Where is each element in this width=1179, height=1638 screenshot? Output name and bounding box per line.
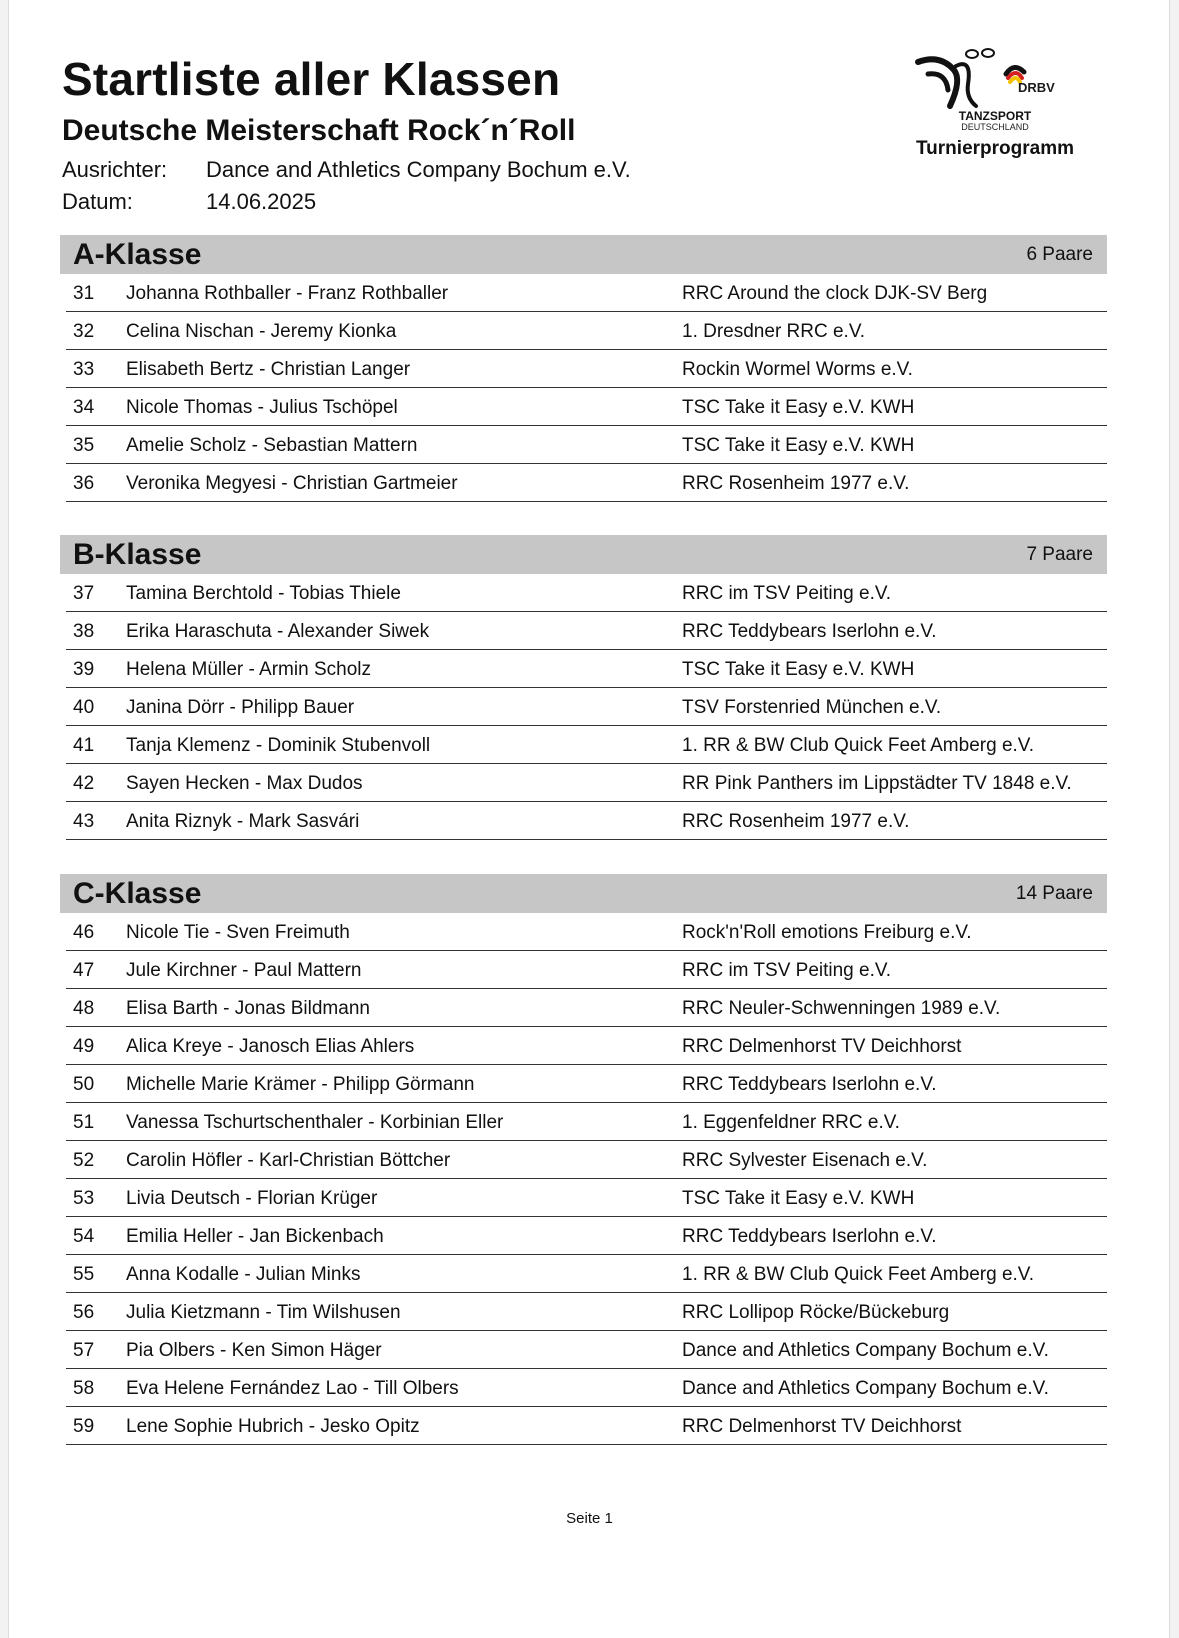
club-name: RRC Teddybears Iserlohn e.V. xyxy=(682,1074,937,1095)
section-count: 14 Paare xyxy=(1015,883,1093,904)
organizer-value: Dance and Athletics Company Bochum e.V. xyxy=(206,157,631,182)
start-number: 46 xyxy=(73,922,95,943)
start-number: 31 xyxy=(73,283,95,304)
couple-names: Amelie Scholz - Sebastian Mattern xyxy=(126,435,418,456)
section-c-klasse xyxy=(60,874,1107,1445)
club-name: RRC Teddybears Iserlohn e.V. xyxy=(682,1226,937,1247)
start-number: 39 xyxy=(73,659,95,680)
couple-names: Elisa Barth - Jonas Bildmann xyxy=(126,998,370,1019)
start-number: 32 xyxy=(73,321,95,342)
club-name: TSC Take it Easy e.V. KWH xyxy=(682,397,915,418)
couple-names: Elisabeth Bertz - Christian Langer xyxy=(126,359,411,380)
table-row xyxy=(66,1065,1107,1103)
club-name: RRC Around the clock DJK-SV Berg xyxy=(682,283,988,304)
club-name: RRC Teddybears Iserlohn e.V. xyxy=(682,621,937,642)
table-row xyxy=(66,274,1107,312)
table-row xyxy=(66,913,1107,951)
table-row xyxy=(66,1179,1107,1217)
table-row xyxy=(66,726,1107,764)
start-number: 52 xyxy=(73,1150,95,1171)
couple-names: Pia Olbers - Ken Simon Häger xyxy=(126,1340,382,1361)
logo-caption: Turnierprogramm xyxy=(915,138,1074,159)
section-header xyxy=(60,874,1107,913)
table-row xyxy=(66,1217,1107,1255)
table-row xyxy=(66,1255,1107,1293)
start-number: 36 xyxy=(73,473,95,494)
table-row xyxy=(66,1293,1107,1331)
start-number: 47 xyxy=(73,960,95,981)
club-name: RRC Lollipop Röcke/Bückeburg xyxy=(682,1302,950,1323)
club-name: RRC Neuler-Schwenningen 1989 e.V. xyxy=(682,998,1001,1019)
section-count: 6 Paare xyxy=(1026,244,1093,265)
table-row xyxy=(66,764,1107,802)
club-name: Dance and Athletics Company Bochum e.V. xyxy=(682,1340,1049,1361)
club-name: 1. Eggenfeldner RRC e.V. xyxy=(682,1112,900,1133)
couple-names: Julia Kietzmann - Tim Wilshusen xyxy=(126,1302,401,1323)
club-name: 1. RR & BW Club Quick Feet Amberg e.V. xyxy=(682,1264,1034,1285)
club-name: Rockin Wormel Worms e.V. xyxy=(682,359,913,380)
start-number: 43 xyxy=(73,811,95,832)
couple-names: Johanna Rothballer - Franz Rothballer xyxy=(126,283,449,304)
club-name: Rock'n'Roll emotions Freiburg e.V. xyxy=(682,922,972,943)
table-row xyxy=(66,612,1107,650)
section-b-klasse xyxy=(60,535,1107,840)
club-name: RRC Delmenhorst TV Deichhorst xyxy=(682,1036,962,1057)
couple-names: Tamina Berchtold - Tobias Thiele xyxy=(126,583,401,604)
section-header xyxy=(60,535,1107,574)
start-number: 40 xyxy=(73,697,95,718)
table-row xyxy=(66,802,1107,840)
section-header xyxy=(60,235,1107,274)
table-row xyxy=(66,350,1107,388)
start-number: 53 xyxy=(73,1188,95,1209)
couple-names: Carolin Höfler - Karl-Christian Böttcher xyxy=(126,1150,451,1171)
table-row xyxy=(66,1331,1107,1369)
table-row xyxy=(66,1407,1107,1445)
start-number: 54 xyxy=(73,1226,95,1247)
logo-tanzsport-text: TANZSPORT xyxy=(958,109,1032,123)
table-row xyxy=(66,989,1107,1027)
couple-names: Emilia Heller - Jan Bickenbach xyxy=(126,1226,384,1247)
couple-names: Michelle Marie Krämer - Philipp Görmann xyxy=(126,1074,475,1095)
start-number: 56 xyxy=(73,1302,95,1323)
section-title: A-Klasse xyxy=(73,238,202,271)
table-row xyxy=(66,688,1107,726)
page-title: Startliste aller Klassen xyxy=(62,53,561,105)
couple-names: Nicole Tie - Sven Freimuth xyxy=(126,922,350,943)
couple-names: Nicole Thomas - Julius Tschöpel xyxy=(126,397,398,418)
couple-names: Vanessa Tschurtschenthaler - Korbinian Eller xyxy=(126,1112,504,1133)
start-number: 51 xyxy=(73,1112,95,1133)
page-number: Seite 1 xyxy=(566,1510,613,1527)
couple-names: Sayen Hecken - Max Dudos xyxy=(126,773,363,794)
couple-names: Tanja Klemenz - Dominik Stubenvoll xyxy=(126,735,431,756)
date-label: Datum: xyxy=(62,189,133,214)
couple-names: Anna Kodalle - Julian Minks xyxy=(126,1264,361,1285)
table-row xyxy=(66,650,1107,688)
table-row xyxy=(66,464,1107,502)
section-title: C-Klasse xyxy=(73,877,202,910)
date-value: 14.06.2025 xyxy=(206,189,317,214)
club-name: TSC Take it Easy e.V. KWH xyxy=(682,435,915,456)
start-number: 37 xyxy=(73,583,95,604)
club-name: 1. RR & BW Club Quick Feet Amberg e.V. xyxy=(682,735,1034,756)
club-name: Dance and Athletics Company Bochum e.V. xyxy=(682,1378,1049,1399)
couple-names: Eva Helene Fernández Lao - Till Olbers xyxy=(126,1378,459,1399)
start-number: 57 xyxy=(73,1340,95,1361)
couple-names: Livia Deutsch - Florian Krüger xyxy=(126,1188,378,1209)
club-name: TSC Take it Easy e.V. KWH xyxy=(682,659,915,680)
club-name: RRC im TSV Peiting e.V. xyxy=(682,960,892,981)
logo-drbv-text: DRBV xyxy=(1018,80,1055,95)
start-number: 42 xyxy=(73,773,95,794)
start-number: 35 xyxy=(73,435,95,456)
section-title: B-Klasse xyxy=(73,538,202,571)
start-number: 55 xyxy=(73,1264,95,1285)
couple-names: Jule Kirchner - Paul Mattern xyxy=(126,960,362,981)
organizer-label: Ausrichter: xyxy=(62,157,168,182)
start-number: 50 xyxy=(73,1074,95,1095)
section-a-klasse xyxy=(60,235,1107,502)
start-number: 33 xyxy=(73,359,95,380)
couple-names: Helena Müller - Armin Scholz xyxy=(126,659,371,680)
start-number: 58 xyxy=(73,1378,95,1399)
club-name: TSV Forstenried München e.V. xyxy=(682,697,942,718)
club-name: RRC Rosenheim 1977 e.V. xyxy=(682,811,910,832)
couple-names: Erika Haraschuta - Alexander Siwek xyxy=(126,621,430,642)
club-name: 1. Dresdner RRC e.V. xyxy=(682,321,866,342)
couple-names: Veronika Megyesi - Christian Gartmeier xyxy=(126,473,458,494)
table-row xyxy=(66,426,1107,464)
club-name: RRC Delmenhorst TV Deichhorst xyxy=(682,1416,962,1437)
table-row xyxy=(66,951,1107,989)
table-row xyxy=(66,1027,1107,1065)
table-row xyxy=(66,388,1107,426)
couple-names: Janina Dörr - Philipp Bauer xyxy=(126,697,355,718)
table-row xyxy=(66,574,1107,612)
couple-names: Anita Riznyk - Mark Sasvári xyxy=(126,811,360,832)
start-number: 41 xyxy=(73,735,95,756)
table-row xyxy=(66,1141,1107,1179)
club-name: RRC Sylvester Eisenach e.V. xyxy=(682,1150,928,1171)
club-name: TSC Take it Easy e.V. KWH xyxy=(682,1188,915,1209)
table-row xyxy=(66,1369,1107,1407)
couple-names: Lene Sophie Hubrich - Jesko Opitz xyxy=(126,1416,420,1437)
club-name: RR Pink Panthers im Lippstädter TV 1848 e.V. xyxy=(682,773,1072,794)
page-subtitle: Deutsche Meisterschaft Rock´n´Roll xyxy=(62,114,576,147)
table-row xyxy=(66,312,1107,350)
start-number: 38 xyxy=(73,621,95,642)
start-number: 34 xyxy=(73,397,95,418)
section-count: 7 Paare xyxy=(1026,544,1093,565)
club-name: RRC Rosenheim 1977 e.V. xyxy=(682,473,910,494)
logo-deutschland-text: DEUTSCHLAND xyxy=(961,122,1029,132)
start-number: 59 xyxy=(73,1416,95,1437)
club-name: RRC im TSV Peiting e.V. xyxy=(682,583,892,604)
start-number: 49 xyxy=(73,1036,95,1057)
couple-names: Alica Kreye - Janosch Elias Ahlers xyxy=(126,1036,415,1057)
table-row xyxy=(66,1103,1107,1141)
couple-names: Celina Nischan - Jeremy Kionka xyxy=(126,321,397,342)
start-number: 48 xyxy=(73,998,95,1019)
